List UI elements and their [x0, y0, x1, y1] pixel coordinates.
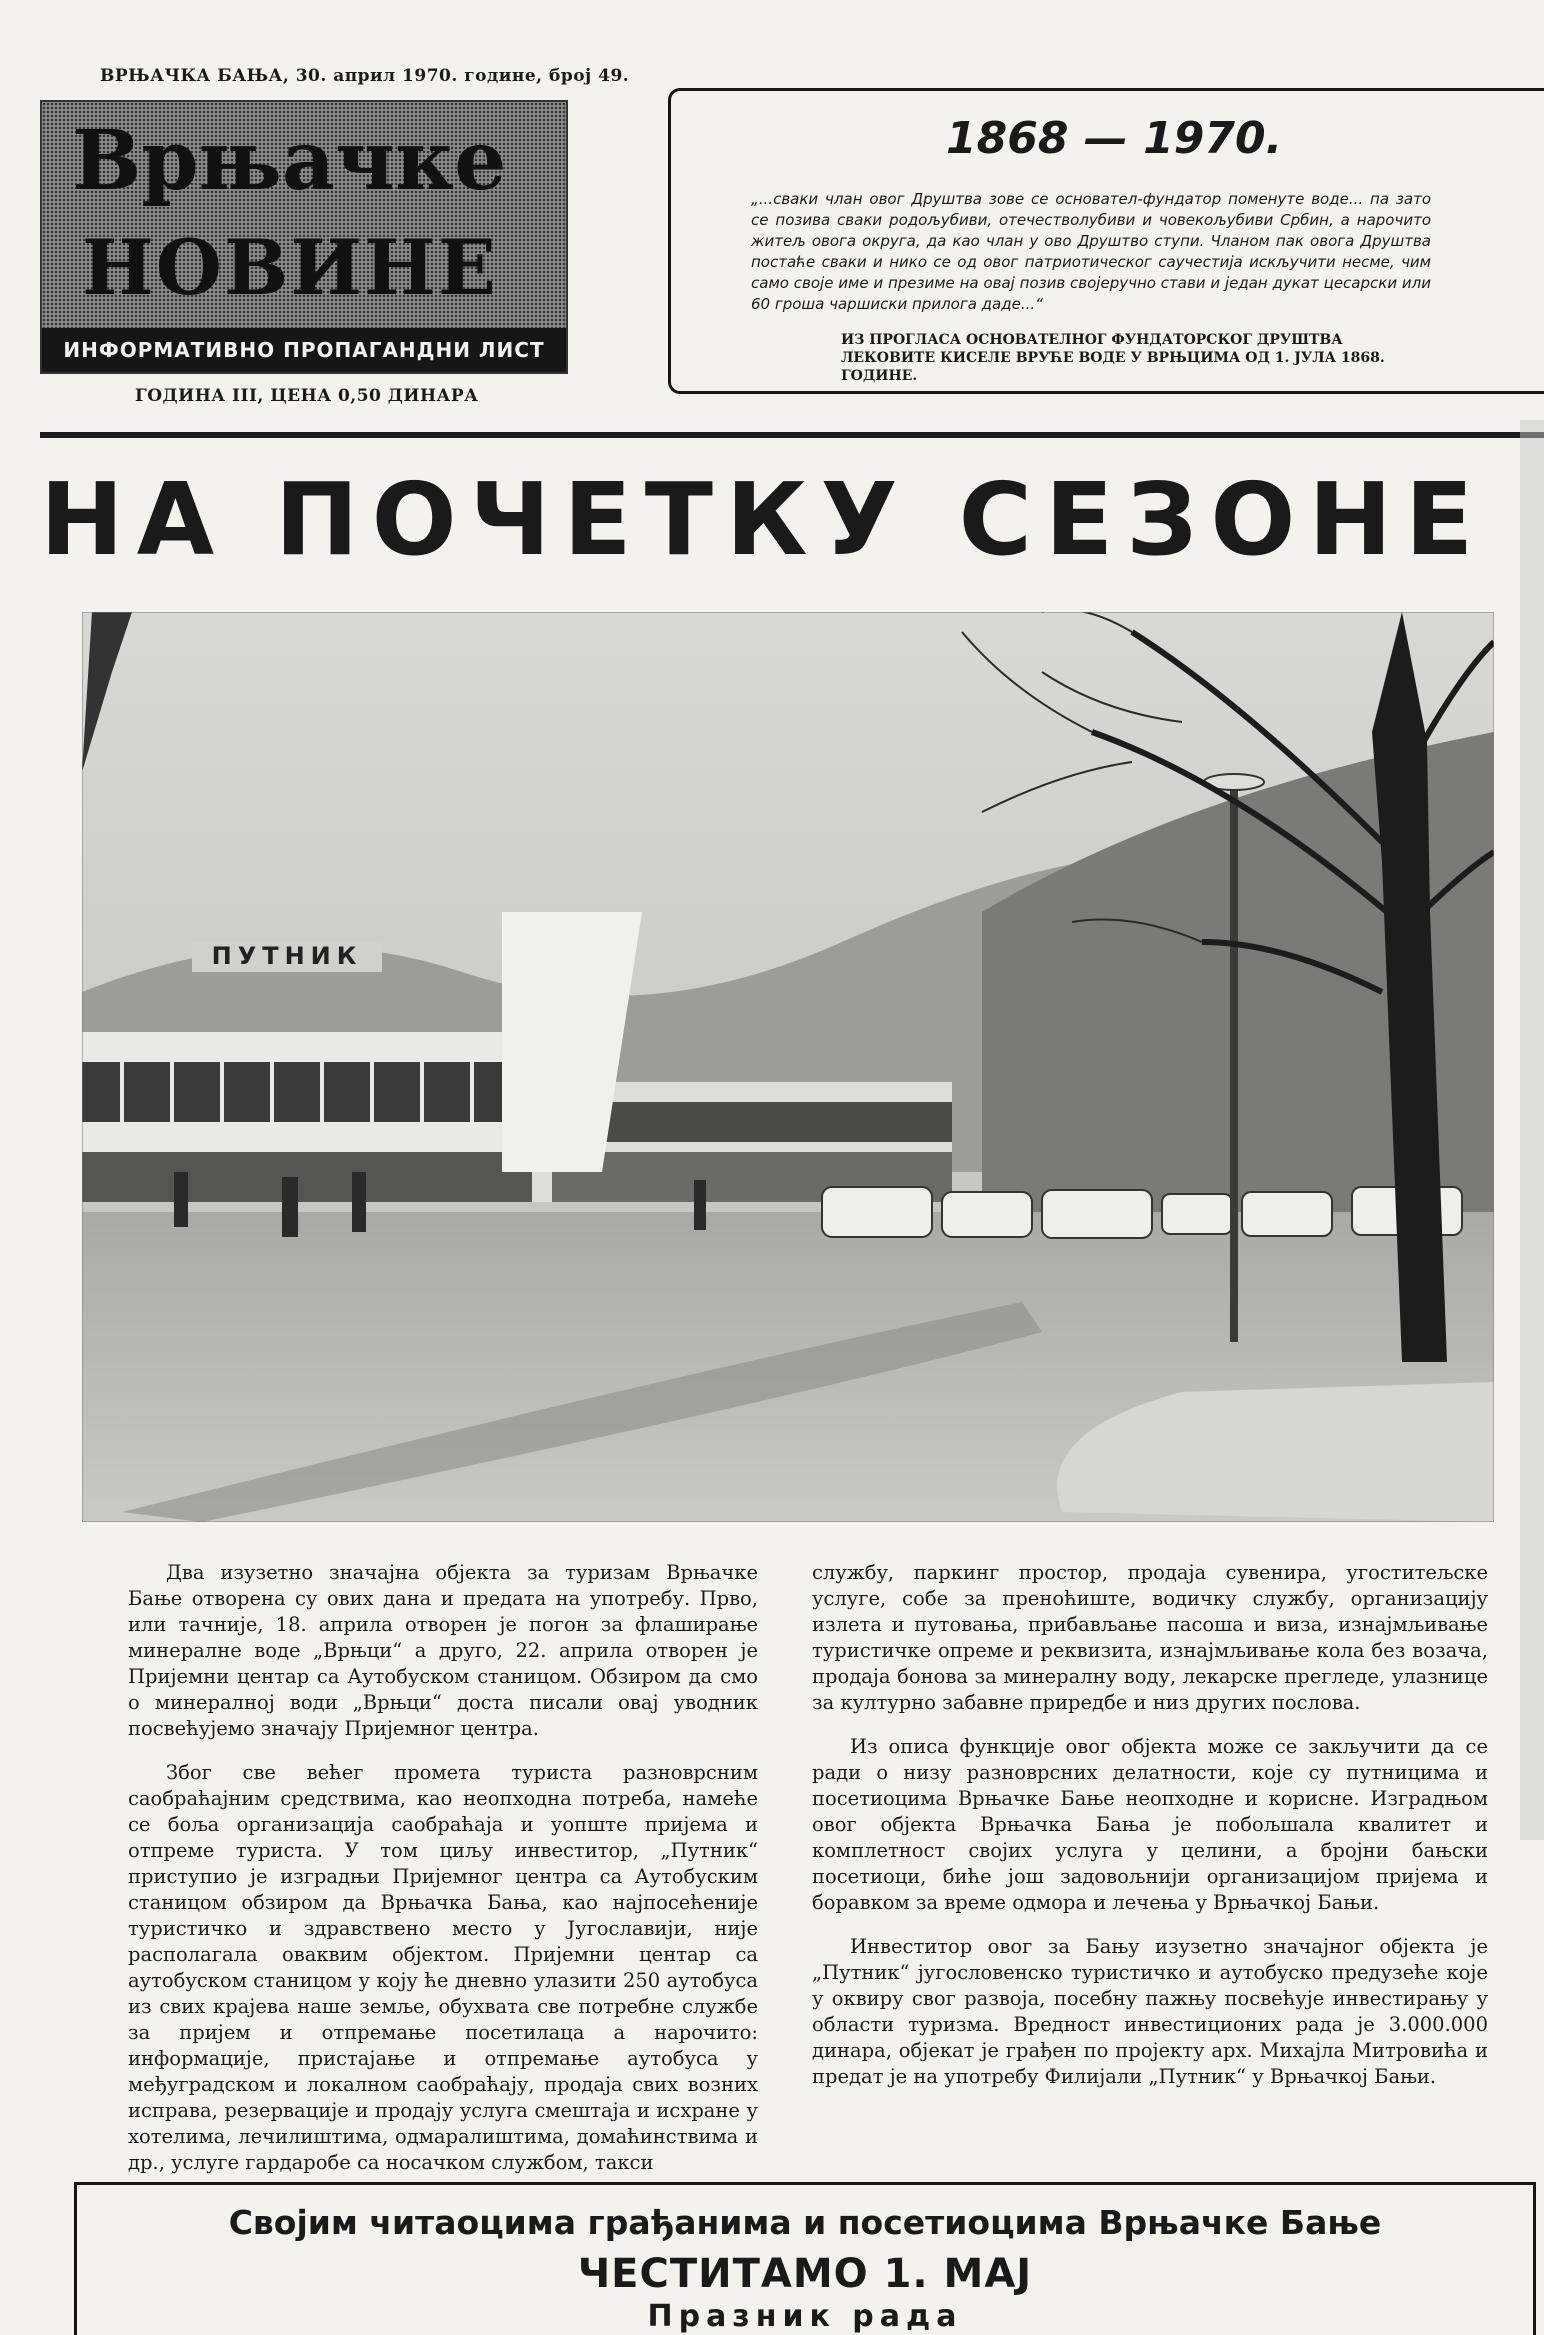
logo-title-line1: Врњачке: [72, 113, 507, 209]
bus-station-photo: [82, 612, 1494, 1522]
main-headline: НА ПОЧЕТКУ СЕЗОНЕ: [40, 461, 1487, 578]
article-right-column: [812, 1560, 1488, 2108]
dateline: ВРЊАЧКА БАЊА, 30. април 1970. године, број 49.: [100, 66, 630, 86]
year-price-line: ГОДИНА III, ЦЕНА 0,50 ДИНАРА: [135, 386, 479, 406]
quote-source: ИЗ ПРОГЛАСА ОСНОВАТЕЛНОГ ФУНДАТОРСКОГ ДРУШТВА ЛЕКОВИТЕ КИСЕЛЕ ВРУЋЕ ВОДЕ У ВРЊЦИМА ОД 1. ЈУЛА 1868. ГОДИНЕ.: [841, 332, 1385, 384]
greeting-line1: Својим читаоцима грађанима и посетиоцима Врњачке Бање: [228, 2203, 1382, 2242]
building-sign: ПУТНИК: [211, 942, 363, 970]
article-left-column: [128, 1560, 758, 2194]
quote-text: „...сваки члан овог Друштва зове се основател-фундатор поменуте воде... па зато се позива сваки родољубиви, отечестволубиви и човекољубиви Србин, а нарочито житељ овога округа, да као члан у ово Друштво ступи. Чланом пак овога Друштва постаће сваки и нико се од овог патриотическог саучестија искључити несме, чим само своје име и презиме на овај позив својеручно стави и један дукат цесарски или 60 гроша чаршиски прилога даде...“: [751, 190, 1431, 313]
masthead-rule: [40, 432, 1544, 438]
may-day-greeting-box: [74, 2182, 1536, 2335]
article-paragraph: Из описа функције овог објекта може се закључити да се ради о низу разноврсних делатности, које су путницима и посетиоцима Врњачке Бање неопходне и корисне. Изградњом овог објекта Врњачка Бања је побољшала квалитет и комплетност својих услуга у целини, а бројни бањски посетиоци, биће још задовољнији организацијом пријема и боравком за време одмора и лечења у Врњачкој Бањи.: [812, 1735, 1488, 1914]
article-paragraph: Два изузетно значајна објекта за туризам Врњачке Бање отворена су ових дана и предата на употребу. Прво, или тачније, 18. априла отворен је погон за флаширање минералне воде „Врњци“ а друго, 22. априла отворен је Пријемни центар са Аутобуском станицом. Обзиром да смо о минералној води „Врњци“ доста писали овај уводник посвећујемо значају Пријемног центра.: [128, 1561, 758, 1740]
logo-subtitle: ИНФОРМАТИВНО ПРОПАГАНДНИ ЛИСТ: [42, 328, 566, 372]
newspaper-logo: [40, 100, 568, 374]
greeting-line2: ЧЕСТИТАМО 1. МАЈ: [577, 2251, 1033, 2297]
article-paragraph: Инвеститор овог за Бању изузетно значајног објекта је „Путник“ југословенско туристичко и аутобуско предузеће које у оквиру свог развоја, посебну пажњу посвећује инвестирању у области туризма. Вредност инвестиционих рада је 3.000.000 динара, објекат је грађен по пројекту арх. Михајла Митровића и предат је на употребу Филијали „Путник“ у Врњачкој Бањи.: [812, 1935, 1488, 2088]
photo-illustration: [82, 612, 1494, 1522]
founding-quote-box: [668, 88, 1544, 394]
greeting-line3: Празник рада: [647, 2299, 963, 2334]
article-paragraph: Због све већег промета туриста разноврсним саобраћајним средствима, као неопходна потреба, намеће се боља организација саобраћаја и уопште пријема и отпреме туриста. У том циљу инвеститор, „Путник“ приступио је изградњи Пријемног центра са Аутобуским станицом обзиром да Врњачка Бања, као најпосећеније туристичко и здравствено место у Југославији, није располагала оваквим објектом. Пријемни центар са аутобуском станицом у коју ће дневно улазити 250 аутобуса из свих крајева наше земље, обухвата све потребне службе за пријем и отпремање посетилаца а нарочито: информације, пристајање и отпремање аутобуса у међуградском и локалном саобраћају, продаја свих возних исправа, резервације и продају услуга смештаја и исхране у хотелима, лечилиштима, одмаралиштима, домаћинствима и др., услуге гардаробе са носачком службом, такси: [128, 1761, 758, 2174]
quote-years: 1868 — 1970.: [946, 113, 1283, 164]
logo-title-line2: НОВИНЕ: [82, 223, 498, 312]
article-paragraph: службу, паркинг простор, продаја сувенира, угоститељске услуге, собе за преноћиште, водичку службу, организацију излета и путовања, прибављање пасоша и виза, изнајмљивање туристичке опреме и реквизита, изнајмљивање кола без возача, продаја бонова за минералну воду, лекарске прегледе, улазнице за културно забавне приредбе и низ других послова.: [812, 1561, 1488, 1714]
bleed-through-edge: [1520, 420, 1544, 1840]
